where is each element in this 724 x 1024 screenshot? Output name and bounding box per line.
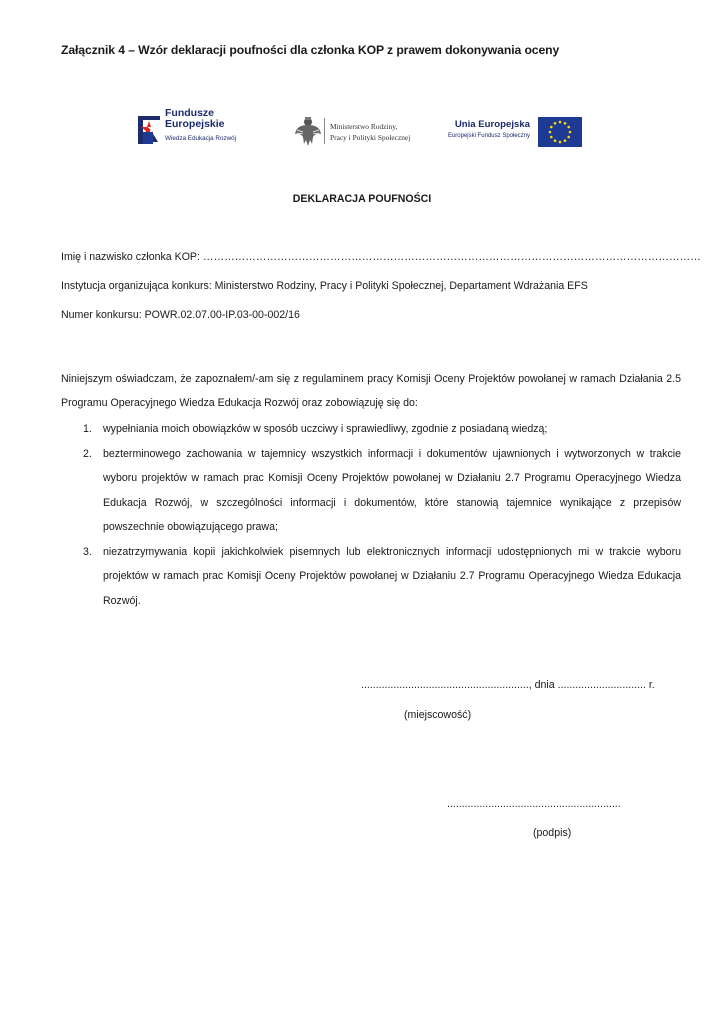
list-item (61, 417, 681, 441)
declaration-intro: Niniejszym oświadczam, że zapoznałem/-am się z regulaminem pracy Komisji Oceny Projektów powołanej w ramach Działania 2.5 Programu Operacyjnego Wiedza Edukacja Rozwój oraz zobowiązuję się do: (61, 373, 681, 409)
logo-divider (324, 118, 325, 144)
attachment-title: Załącznik 4 – Wzór deklaracji poufności dla członka KOP z prawem dokonywania oceny (61, 43, 560, 57)
contest-number-field: Numer konkursu: POWR.02.07.00-IP.03-00-002/16 (61, 309, 300, 321)
fe-logo-line2: Europejskie (165, 118, 225, 130)
list-item (61, 442, 681, 539)
list-item-number: 3. (83, 546, 92, 558)
ministerstwo-line1: Ministerstwo Rodziny, (330, 122, 398, 131)
document-title: DEKLARACJA POUFNOŚCI (292, 193, 432, 205)
list-item-text: wypełniania moich obowiązków w sposób uczciwy i sprawiedliwy, zgodnie z posiadaną wiedzą; (103, 423, 548, 435)
ministerstwo-logo (294, 114, 414, 150)
institution-field: Instytucja organizująca konkurs: Ministerstwo Rodziny, Pracy i Polityki Społecznej, Departament Wdrażania EFS (61, 280, 588, 292)
fundusze-europejskie-logo (136, 108, 256, 150)
list-item (61, 540, 681, 613)
signature-label: (podpis) (533, 827, 572, 839)
signature-line: ........................................................... (447, 798, 621, 810)
list-item-number: 1. (83, 423, 92, 435)
place-date-line: ........................................................., dnia .............................. r. (361, 679, 655, 691)
list-item-text: bezterminowego zachowania w tajemnicy wszystkich informacji i dokumentów ujawnionych i wytworzonych w trakcie wyboru projektów w ramach prac Komisji Oceny Projektów powołanej w Działaniu 2.7 Programu Operacyjnego Wiedza Edukacja Rozwój, w szczególności informacji i dokumentów, które stanowią tajemnice wynikające z przepisów powszechnie obowiązującego prawa; (103, 448, 681, 533)
unia-europejska-logo (436, 115, 584, 149)
eu-flag-icon (538, 117, 582, 147)
ministerstwo-line2: Pracy i Polityki Społecznej (330, 133, 411, 142)
place-label: (miejscowość) (404, 709, 472, 721)
list-item-number: 2. (83, 448, 92, 460)
ue-logo-line2: Europejski Fundusz Społeczny (447, 133, 530, 139)
list-item-text: niezatrzymywania kopii jakichkolwiek pisemnych lub elektronicznych informacji udostępnionych mi w trakcie wyboru projektów w ramach prac Komisji Oceny Projektów powołanej w Działaniu 2.7 Programu Operacyjnego Wiedza Edukacja Rozwój. (103, 546, 681, 607)
ue-logo-line1: Unia Europejska (454, 119, 530, 130)
eagle-emblem-icon (294, 116, 322, 148)
fe-star-icon (136, 110, 162, 146)
fe-logo-line1: Fundusze (165, 107, 214, 119)
member-name-field: Imię i nazwisko członka KOP: …………………………………………………………………………………………………………………………… (61, 251, 701, 263)
fe-logo-line3: Wiedza Edukacja Rozwój (165, 135, 237, 142)
